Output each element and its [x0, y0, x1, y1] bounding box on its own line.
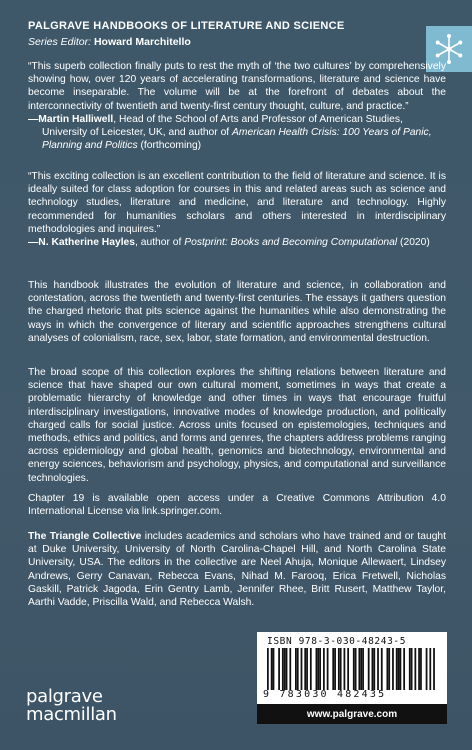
collective-bio [28, 530, 446, 609]
barcode-bar [362, 648, 364, 690]
barcode-bars [267, 648, 435, 690]
barcode-bar [360, 648, 362, 690]
barcode-bar [304, 648, 306, 690]
barcode-bar [347, 648, 349, 690]
barcode-bar [344, 648, 346, 690]
barcode-bar [392, 648, 394, 690]
quote-book-title: Postprint: Books and Becoming Computational [184, 237, 398, 249]
barcode-bar [338, 648, 340, 690]
publisher-website: www.palgrave.com [257, 704, 447, 724]
barcode-bar [323, 648, 325, 690]
barcode-bar [289, 648, 291, 690]
barcode-bar [295, 648, 297, 690]
open-access-note: Chapter 19 is available open access under a Creative Commons Attribution 4.0 International License via link.springer.com. [28, 493, 446, 518]
quote-note: (forthcoming) [137, 140, 202, 152]
publisher-logo-line1: palgrave [26, 686, 103, 707]
quote-text: “This exciting collection is an excellent contribution to the field of literature and science. It is ideally suited for class adoption for courses in this and related areas such as science and technology studies, literature and medicine, and literature and technology. Highly recommended for humanities scholars and others interested in interdisciplinary methodologies and inquires.” [28, 171, 446, 235]
barcode-bar [429, 648, 431, 690]
barcode-bar [297, 648, 299, 690]
barcode-bar [353, 648, 355, 690]
description-paragraph-2: The broad scope of this collection explores the shifting relations between literature and science that have shaped our own cultural moment, sometimes in ways that create a problematic hierarchy of knowledge and other times in ways that encourage fruitful interdisciplinary investigations, innovative modes of knowledge production, and politically charged calls for social justice. Across units focused on epistemologies, techniques and methods, ethics and politics, and forms and genres, the chapters address problems ranging across epidemiology and global health, genomics and biotechnology, environmental and energy sciences, behaviorism and psychology, physics, and computational and surveillance technologies. [28, 367, 446, 484]
collective-name: The Triangle Collective [28, 531, 142, 542]
barcode-bar [386, 648, 388, 690]
barcode-bar [355, 648, 357, 690]
barcode-bar [284, 648, 286, 690]
barcode-bar [400, 648, 402, 690]
quote-attribution [28, 236, 446, 249]
description-paragraph-1: This handbook illustrates the evolution of literature and science, in collaboration and contestation, across the twentieth and twenty-first centuries. The essays it gathers question the charged rhetoric that pits science against the humanities while also demonstrating the ways in which the convergence of literary and scientific approaches strengthens cultural analyses of colonialism, race, sex, labor, state formation, and environmental destruction. [28, 280, 446, 344]
barcode-bar [396, 648, 398, 690]
quote-author: —Martin Halliwell [28, 113, 114, 125]
barcode-bar [301, 648, 303, 690]
quote-text: “This superb collection finally puts to rest the myth of ‘the two cultures’ by comprehensively showing how, over 120 years of accelerating transformations, literature and science have become inseparable. The volume will be at the forefront of debates about the interconnectivity of twentieth and twenty-first century thought, culture, and practice.” [28, 61, 446, 112]
quote-author: —N. Katherine Hayles [28, 237, 136, 249]
barcode-bar [271, 648, 273, 690]
barcode-bar [381, 648, 383, 690]
barcode-bar [278, 648, 280, 690]
publisher-logo [26, 688, 117, 724]
series-editor-name: Howard Marchitello [93, 36, 191, 48]
series-editor [28, 36, 191, 48]
barcode-digits: 9 783030 482435 [263, 689, 387, 700]
endorsement-quote-1 [28, 60, 446, 152]
barcode-bar [267, 648, 269, 690]
barcode-bar [310, 648, 312, 690]
publisher-logo-line2: macmillan [26, 704, 117, 725]
barcode-bar [403, 648, 405, 690]
barcode-bar [426, 648, 428, 690]
barcode-bar [418, 648, 420, 690]
quote-book-title: American Health Crisis: 100 Years of Panic, Planning and Politics [42, 127, 432, 152]
barcode-bar [414, 648, 416, 690]
barcode-bar [377, 648, 379, 690]
barcode-bar [398, 648, 400, 690]
barcode-bar [334, 648, 336, 690]
barcode-panel [257, 632, 447, 704]
quote-note: (2020) [397, 237, 430, 249]
barcode-bar [411, 648, 413, 690]
quote-author-role: , author of [135, 237, 185, 249]
barcode-bar [316, 648, 318, 690]
barcode-bar [340, 648, 342, 690]
barcode-bar [420, 648, 422, 690]
barcode-bar [433, 648, 435, 690]
barcode-bar [327, 648, 329, 690]
barcode-bar [286, 648, 288, 690]
barcode-bar [317, 648, 319, 690]
barcode-bar [409, 648, 411, 690]
series-title: PALGRAVE HANDBOOKS OF LITERATURE AND SCIENCE [28, 20, 345, 32]
barcode-bar [282, 648, 284, 690]
barcode-bar [373, 648, 375, 690]
barcode-bar [273, 648, 275, 690]
collective-bio-text: includes academics and scholars who have trained and or taught at Duke University, University of North Carolina-Chapel Hill, and North Carolina State University, USA. The editors in the collective are Neel Ahuja, Monique Allewaert, Lindsey Andrews, Gerry Canavan, Rebecca Evans, Nihad M. Farooq, Erica Fretwell, Nicholas Gaskill, Patrick Jagoda, Erin Gentry Lamb, Jennifer Rhee, Britt Rusert, Matthew Taylor, Aarthi Vadde, Priscilla Wald, and Rebecca Walsh. [28, 531, 447, 609]
series-editor-label: Series Editor: [28, 36, 92, 48]
barcode-bar [358, 648, 360, 690]
isbn-text: ISBN 978-3-030-48243-5 [267, 636, 407, 647]
quote-attribution [28, 113, 446, 153]
barcode-bar [388, 648, 390, 690]
barcode-bar [306, 648, 308, 690]
barcode-bar [372, 648, 374, 690]
endorsement-quote-2 [28, 170, 446, 249]
barcode-bar [368, 648, 370, 690]
barcode-bar [319, 648, 321, 690]
quote-author-role: , Head of the School of Arts and Professor of American Studies, University of Leicester, UK, and author of [42, 113, 403, 139]
barcode-bar [332, 648, 334, 690]
